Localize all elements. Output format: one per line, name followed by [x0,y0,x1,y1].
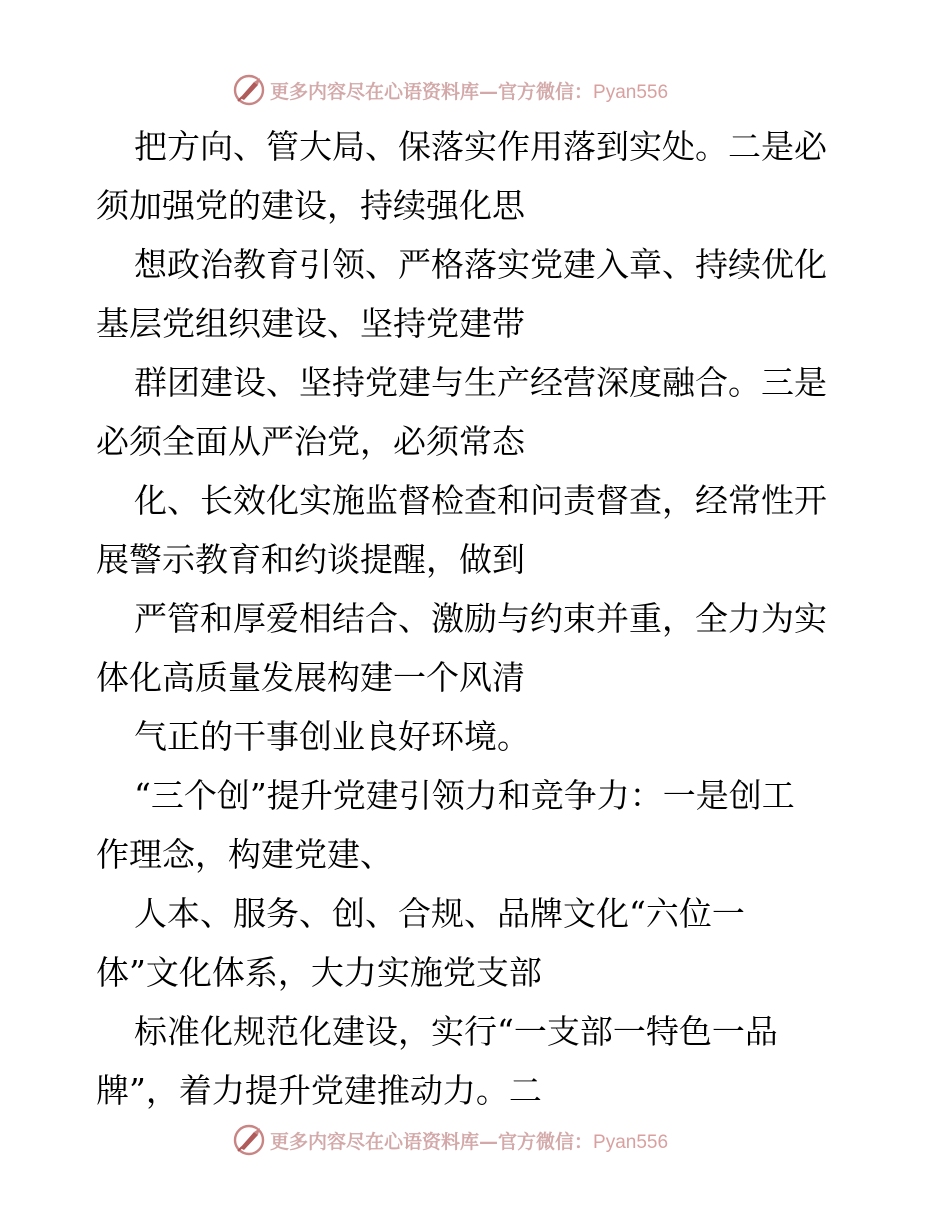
text-line: 体”文化体系，大力实施党支部 [96,953,542,992]
footer-banner-cn: 更多内容尽在心语资料库—官方微信： [270,1130,594,1153]
body-text [96,117,856,1120]
text-line: 严管和厚爱相结合、激励与约束并重，全力为实 [134,599,827,638]
text-line: 人本、服务、创、合规、品牌文化“六位一 [134,894,745,933]
footer-banner [232,1122,712,1158]
text-line: 想政治教育引领、严格落实党建入章、持续优化 [134,245,827,284]
text-line: 展警示教育和约谈提醒，做到 [96,540,525,579]
text-line: 化、长效化实施监督检查和问责督查，经常性开 [134,481,827,520]
quill-logo-icon [232,1123,266,1157]
footer-banner-wechat-id: Pyan556 [593,1131,669,1153]
header-banner [232,72,712,108]
text-line: 必须全面从严治党，必须常态 [96,422,525,461]
text-line: 基层党组织建设、坚持党建带 [96,304,525,343]
header-banner-cn: 更多内容尽在心语资料库—官方微信： [270,80,594,103]
text-line: “三个创”提升党建引领力和竞争力：一是创工 [134,776,795,815]
header-banner-text [270,77,668,104]
text-line: 须加强党的建设，持续强化思 [96,186,525,225]
text-line: 把方向、管大局、保落实作用落到实处。二是必 [134,127,827,166]
text-line: 气正的干事创业良好环境。 [134,717,530,756]
header-banner-wechat-id: Pyan556 [593,81,669,103]
quill-logo-icon [232,73,266,107]
footer-banner-text [270,1127,668,1154]
text-line: 作理念，构建党建、 [96,835,393,874]
text-line: 体化高质量发展构建一个风清 [96,658,525,697]
text-line: 群团建设、坚持党建与生产经营深度融合。三是 [134,363,827,402]
text-line: 牌”，着力提升党建推动力。二 [96,1071,542,1110]
text-line: 标准化规范化建设，实行“一支部一特色一品 [134,1012,778,1051]
